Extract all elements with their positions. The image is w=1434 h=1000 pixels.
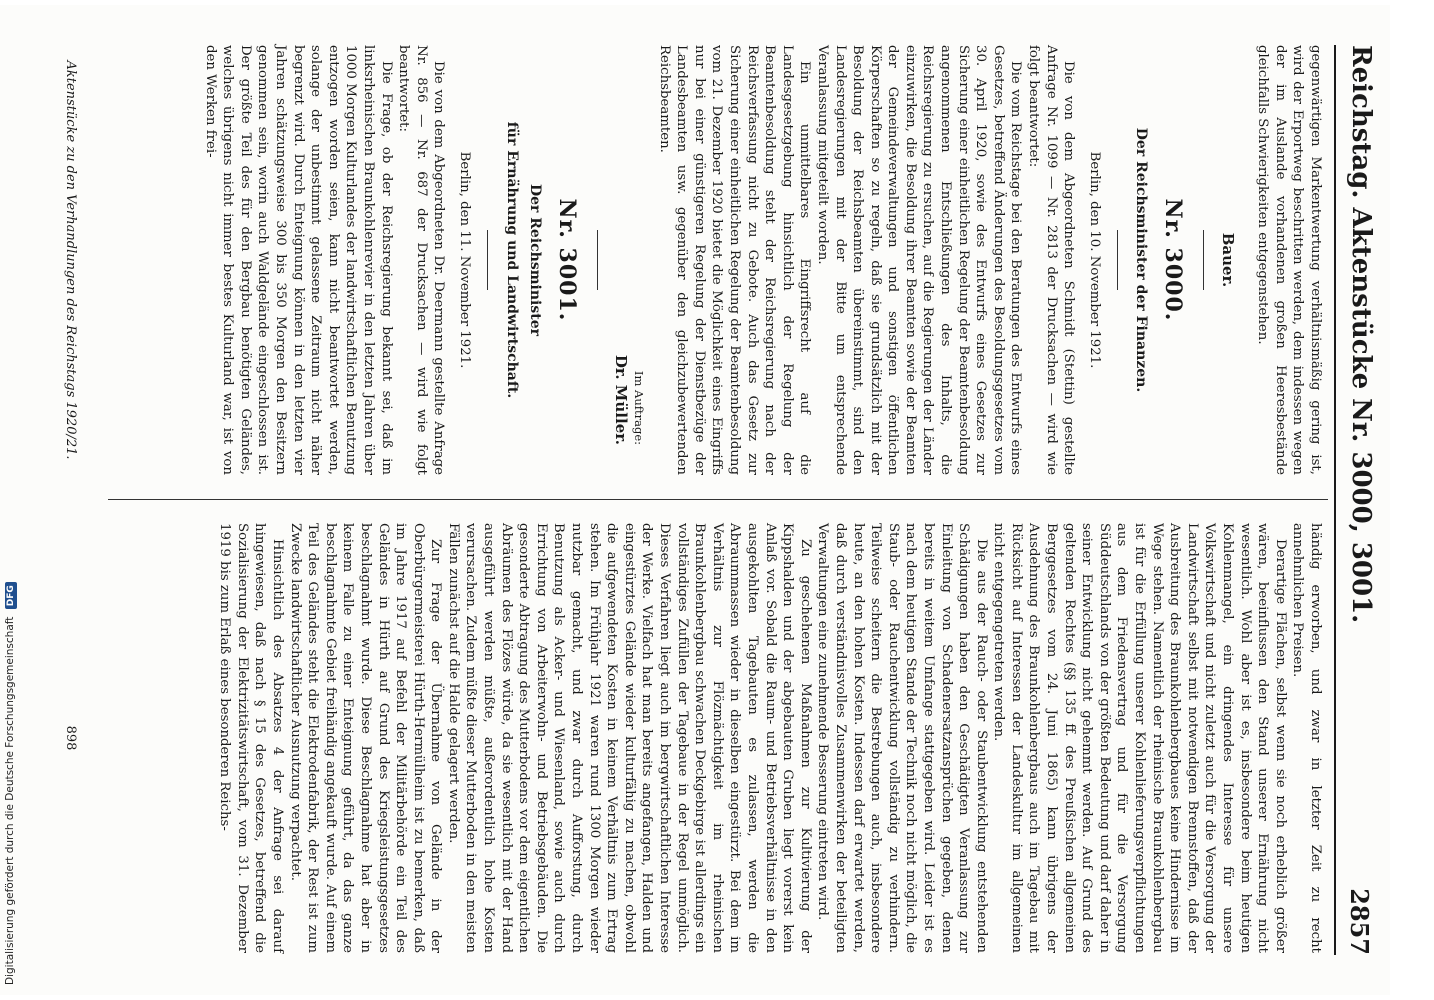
credit-text: Digitalisierung gefördert durch die Deutsche Forschungsgemeinschaft (4, 616, 16, 985)
section-rule (597, 230, 598, 290)
section-rule (1117, 230, 1118, 290)
header-title: Reichstag. Aktenstücke Nr. 3000, 3001. (1346, 45, 1376, 624)
doc-3000-paragraph: Die vom Reichstage bei den Beratungen des Entwurfs eines Gesetzes, betreffend Änderungen des Besoldungsgesetzes vom 30. April 1920, sowie des Entwurfs eines Gesetzes zur Sicherung einer einheitlichen Regelung der Beamtenbesoldung angenommenen Entschließungen des Inhalts, die Reichsregierung zu ersuchen, auf die Regierungen der Länder einzuwirken, die Besoldung ihrer Beamten sowie der Beamten der Gemeindeverwaltungen und sonstigen öffentlichen Körperschaften so zu regeln, daß sie grundsätzlich mit der Besoldung der Reichsbeamten übereinstimmt, sind den Landesregierungen mit der Bitte um entsprechende Veranlassung mitgeteilt worden. (814, 45, 1024, 475)
doc-3000-date: Berlin, den 10. November 1921. (1086, 151, 1102, 369)
digitization-credit (4, 582, 17, 985)
left-column (201, 45, 1324, 475)
digitization-credit-bar (2, 0, 22, 1000)
doc-3000-minister: Der Reichsminister der Finanzen. (1133, 127, 1150, 393)
right-paragraph: händig erworben, und zwar in letzter Zeit zu recht annehmlichen Preisen. (1290, 523, 1323, 953)
page-header (1334, 45, 1380, 955)
signature-name: Dr. Müller. (612, 354, 631, 445)
doc-3001-ministry: für Ernährung und Landwirtschaft. (503, 121, 520, 399)
section-rule (487, 230, 488, 290)
page-content (30, 45, 1380, 955)
doc-3000-title: Nr. 3000. (1160, 198, 1187, 322)
right-paragraph: Derartige Flächen, selbst wenn sie noch erheblich größer wären, beeinflussen den Stand unserer Ernährung nicht wesentlich. Wohl aber ist es, insbesondere beim heutigen Kohlenmangel, ein dringendes Interesse für unsere Volkswirtschaft und nicht zuletzt auch für die Versorgung der Landwirtschaft selbst mit notwendigen Brennstoffen, daß der Ausbreitung des Braunkohlenbergbaues keine Hindernisse im Wege stehen. Namentlich der rheinische Braunkohlenbergbau ist für die Erfüllung unserer Kohlenlieferungsverpflichtungen aus dem Friedensvertrag und für die Versorgung Süddeutschlands von der größten Bedeutung und darf daher in seiner Entwicklung nicht gehemmt werden. Auf Grund des geltenden Rechtes (§§ 135 ff. des Preußischen allgemeinen Berggesetzes vom 24. Juni 1865) kann übrigens der Ausdehnung des Braunkohlenbergbaus auch im Tagebau mit Rücksicht auf Interessen der Landeskultur im allgemeinen nicht entgegengetreten werden. (991, 523, 1288, 953)
doc-3000-signature (612, 45, 647, 445)
right-paragraph: Zur Frage der Übernahme von Gelände in der Oberbürgermeisterei Hürth-Hermülheim ist zu bemerken, daß im Jahre 1917 auf Befehl der Militärbehörde ein Teil des Geländes in Hürth auf Grund des Kriegsleistungsgesetzes beschlagnahmt wurde. Diese Beschlagnahme hat aber in keinem Falle zu einer Enteignung geführt, da das ganze beschlagnahmte Gebiet freihändig angekauft wurde. Auf einem Teil des Geländes steht die Elektrodenfabrik, der Rest ist zum Zwecke landwirtschaftlicher Ausnutzung verpachtet. (287, 523, 444, 953)
doc-3000-paragraph: Ein unmittelbares Eingriffsrecht auf die Landesgesetzgebung hinsichtlich der Regelung der Beamtenbesoldung steht der Reichsregierung nach der Reichsverfassung nicht zu Gebote. Auch das Gesetz zur Sicherung einer einheitlichen Regelung der Beamtenbesoldung vom 21. Dezember 1920 bietet die Möglichkeit eines Eingriffs nur bei einer günstigeren Regelung der Dienstbezüge der Landesbeamten usw. gegenüber den gleichzubewertenden Reichsbeamten. (656, 45, 813, 475)
intro-paragraph: gegenwärtigen Markentwertung verhältnismäßig gering ist, wird der Erportweg beschritten werden, dem indessen wegen der im Auslande vorhandenen großen Heeresbestände gleichfalls Schwierigkeiten entgegenstehen. (1255, 45, 1323, 475)
dfg-logo-icon: DFG (5, 582, 17, 609)
doc-3001-paragraph: Die Frage, ob der Reichsregierung bekannt sei, daß im linksrheinischen Braunkohlenrevier in den letzten Jahren über 1000 Morgen Kulturlandes der landwirtschaftlichen Benutzung entzogen worden seien, kann nicht beantwortet werden, solange der unbestimmt gelassene Zeitraum nicht näher begrenzt wird. Durch Enteignung können in den letzten vier Jahren schätzungsweise 300 bis 350 Morgen den Besitzern genommen sein, worin auch Waldgelände eingeschlossen ist. Der größte Teil des für den Bergbau benötigten Geländes, welches übrigens nicht immer bestes Kulturland war, ist von den Werken frei- (202, 45, 394, 475)
signature-prefix: Im Auftrage: (632, 370, 646, 445)
page-number: 2857 (1345, 888, 1374, 955)
section-rule (1203, 230, 1204, 290)
doc-3001-title: Nr. 3001. (553, 198, 580, 322)
left-footer: Aktenstücke zu den Verhandlungen des Reichstags 1920/21. (63, 60, 78, 460)
doc-3001-date: Berlin, den 11. November 1921. (457, 151, 473, 369)
right-column (216, 523, 1324, 953)
doc-3001-minister: Der Reichsminister (527, 183, 544, 336)
right-paragraph: Zu geschehenen Maßnahmen zur Kultivierung der Kippshalden und der abgebauten Gruben liegt vorerst kein Anlaß vor. Sobald die Raum- und Betriebsverhältnisse in den ausgekohlten Tagebauten es zulassen, werden die Abraummassen wieder in dieselben eingestürzt. Bei dem im Verhältnis zur Flözmächtigkeit im rheinischen Braunkohlenbergbau schwachen Deckgebirge ist allerdings ein vollständiges Zufüllen der Tagebaue in der Regel unmöglich. Dieses Verfahren liegt auch im bergwirtschaftlichen Interesse der Werke. Vielfach hat man bereits angefangen, Halden und eingestürztes Gelände wieder kulturfähig zu machen, obwohl die aufgewendeten Kosten in keinem Verhältnis zum Ertrag stehen. Im Frühjahr 1921 waren rund 1300 Morgen wieder nutzbar gemacht, und zwar durch Aufforstung, durch Benutzung als Acker- und Wiesenland, sowie auch durch Errichtung von Arbeiterwohn- und Betriebsgebäuden. Die gesonderte Abtragung des Mutterbodens vor dem eigentlichen Abräumen des Flözes würde, da sie wesentlich mit der Hand ausgeführt werden müßte, außerordentlich hohe Kosten verursachen. Zudem müßte dieser Mutterboden in den meisten Fällen zunächst auf die Halde gelagert werden. (445, 523, 813, 953)
doc-3001-paragraph: Die von dem Abgeordneten Dr. Deermann gestellte Anfrage Nr. 856 — Nr. 687 der Drucksachen — wird wie folgt beantwortet: (396, 45, 447, 475)
right-paragraph: Hinsichtlich des Absatzes 4 der Anfrage sei darauf hingewiesen, daß nach § 15 des Gesetzes, betreffend die Sozialisierung der Elektrizitätswirtschaft, vom 31. Dezember 1919 bis zum Erlaß eines besonderen Reichs- (217, 523, 285, 953)
signature-bauer: Bauer. (1218, 232, 1237, 288)
right-paragraph: Die aus der Rauch- oder Staubentwicklung entstehenden Schädigungen haben den Geschädigten Veranlassung zur Einleitung von Schadenersatzansprüchen gegeben, denen bereits in weitem Umfange stattgegeben wird. Leider ist es nach dem heutigen Stande der Technik noch nicht möglich, die Staub- oder Rauchentwicklung vollständig zu verhindern. Teilweise scheitern die Bestrebungen auch, insbesondere heute, an den hohen Kosten. Indessen darf erwartet werden, daß durch verständnisvolles Zusammenwirken der beteiligten Verwaltungen eine zunehmende Besserung eintreten wird. (815, 523, 989, 953)
scanned-page (0, 5, 1390, 995)
doc-3000-paragraph: Die von dem Abgeordneten Schmidt (Stettin) gestellte Anfrage Nr. 1099 — Nr. 2813 der Drucksachen — wird wie folgt beantwortet: (1026, 45, 1077, 475)
right-footer: 898 (63, 725, 78, 751)
column-divider (108, 499, 1328, 500)
